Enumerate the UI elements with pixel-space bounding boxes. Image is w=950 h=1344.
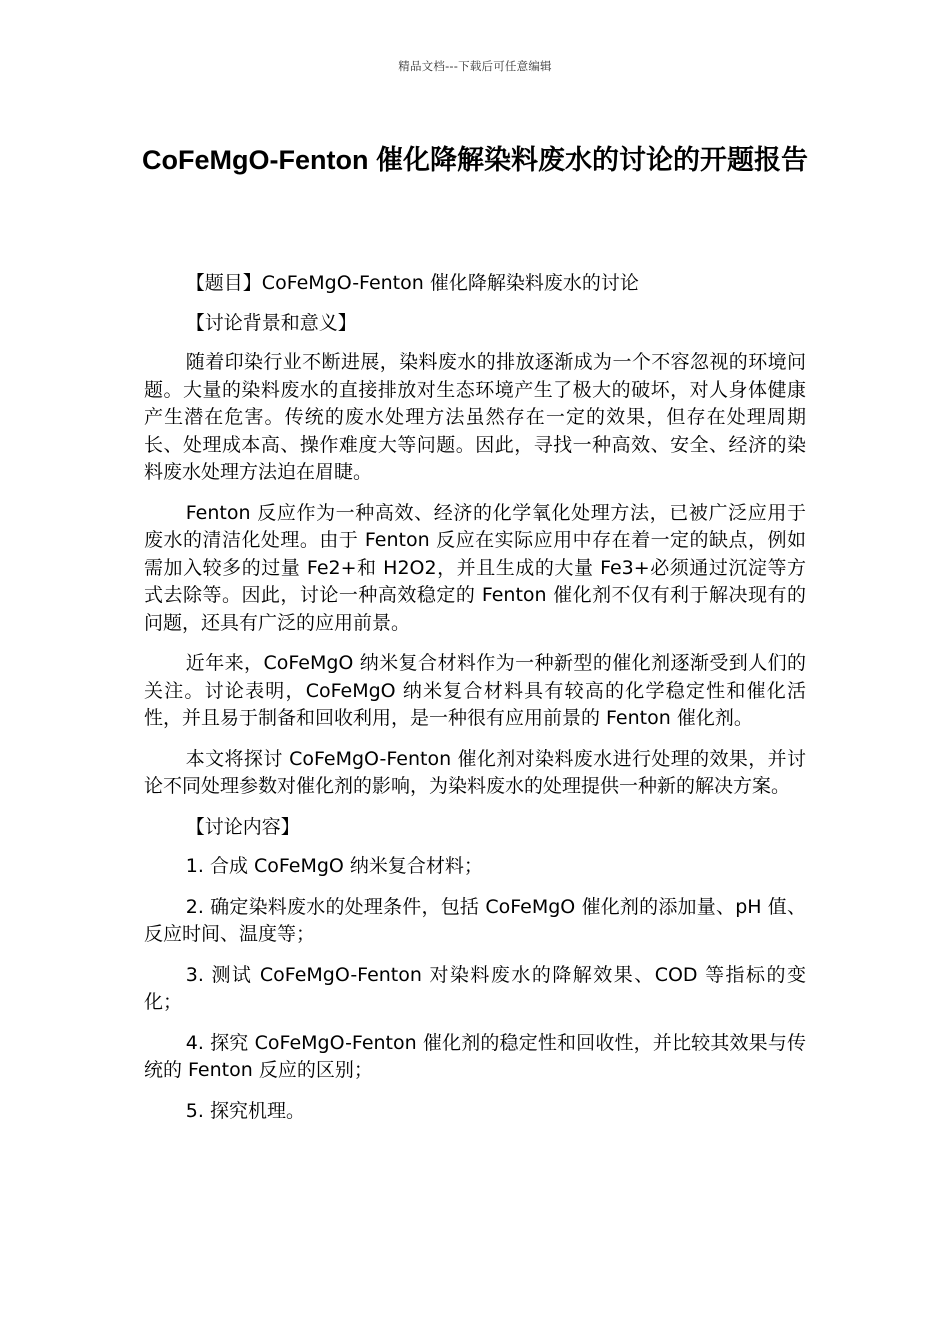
document-title: CoFeMgO-Fenton 催化降解染料废水的讨论的开题报告 <box>142 145 808 175</box>
background-paragraph-4: 本文将探讨 CoFeMgO-Fenton 催化剂对染料废水进行处理的效果，并讨论不同处理参数对催化剂的影响，为染料废水的处理提供一种新的解决方案。 <box>144 747 806 797</box>
content-list <box>144 853 806 1125</box>
background-paragraph-1: 随着印染行业不断进展，染料废水的排放逐渐成为一个不容忽视的环境问题。大量的染料废水的直接排放对生态环境产生了极大的破坏，对人身体健康产生潜在危害。传统的废水处理方法虽然存在一定的效果，但存在处理周期长、处理成本高、操作难度大等问题。因此，寻找一种高效、安全、经济的染料废水处理方法迫在眉睫。 <box>144 351 806 483</box>
topic-line: 【题目】CoFeMgO-Fenton 催化降解染料废水的讨论 <box>185 272 639 294</box>
document-body <box>144 270 806 1138</box>
content-item-5: 5. 探究机理。 <box>185 1099 305 1122</box>
content-item-1: 1. 合成 CoFeMgO 纳米复合材料； <box>185 855 483 877</box>
background-paragraph-2: Fenton 反应作为一种高效、经济的化学氧化处理方法，已被广泛应用于废水的清洁化处理。由于 Fenton 反应在实际应用中存在着一定的缺点，例如需加入较多的过量 Fe2+和 H2O2，并且生成的大量 Fe3+必须通过沉淀等方式去除等。因此，讨论一种高效稳定的 Fenton 催化剂不仅有利于解决现有的问题，还具有广泛的应用前景。 <box>144 501 806 634</box>
content-item-4: 4. 探究 CoFeMgO-Fenton 催化剂的稳定性和回收性，并比较其效果与传统的 Fenton 反应的区别； <box>144 1031 806 1081</box>
content-item-2: 2. 确定染料废水的处理条件，包括 CoFeMgO 催化剂的添加量、pH 值、反应时间、温度等； <box>144 895 806 945</box>
background-heading: 【讨论背景和意义】 <box>185 311 357 334</box>
content-item-3: 3. 测试 CoFeMgO-Fenton 对染料废水的降解效果、COD 等指标的变化； <box>144 963 806 1013</box>
page-header-note: 精品文档---下载后可任意编辑 <box>398 59 552 73</box>
content-heading: 【讨论内容】 <box>185 815 300 838</box>
background-paragraph-3: 近年来，CoFeMgO 纳米复合材料作为一种新型的催化剂逐渐受到人们的关注。讨论表明，CoFeMgO 纳米复合材料具有较高的化学稳定性和催化活性，并且易于制备和回收利用，是一种很有应用前景的 Fenton 催化剂。 <box>144 652 806 729</box>
